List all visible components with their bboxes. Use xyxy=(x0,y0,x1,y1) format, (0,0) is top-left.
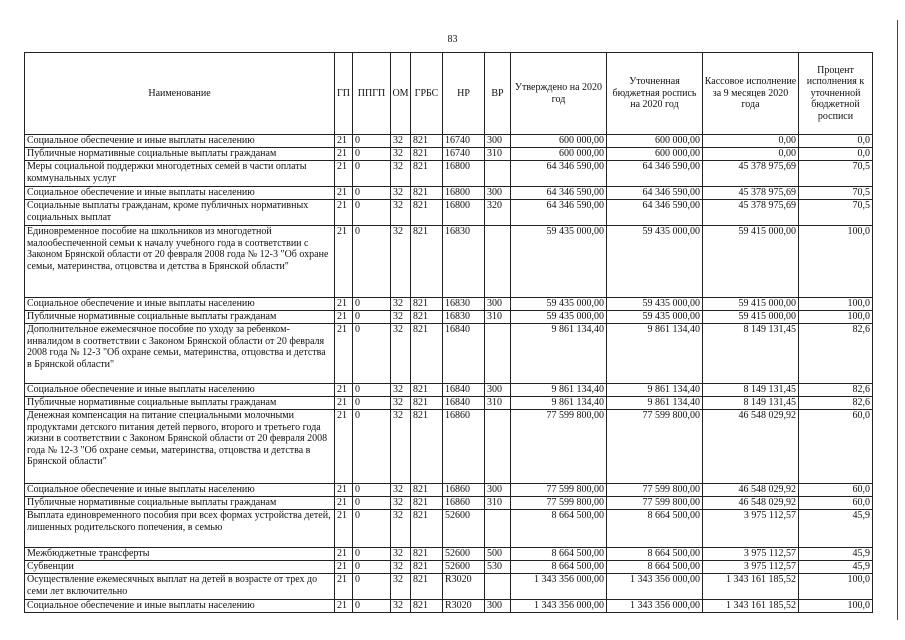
row-vr-cell xyxy=(485,161,511,187)
row-cash-cell: 8 149 131,45 xyxy=(703,384,799,397)
row-cash-cell: 1 343 161 185,52 xyxy=(703,600,799,613)
table-row xyxy=(25,484,873,497)
row-gp-cell: 21 xyxy=(335,497,353,510)
row-om-cell: 32 xyxy=(391,600,411,613)
row-om-cell: 32 xyxy=(391,135,411,148)
row-approved-cell: 64 346 590,00 xyxy=(511,200,607,226)
row-gp-cell: 21 xyxy=(335,311,353,324)
row-percent-cell: 45,9 xyxy=(799,510,873,548)
row-name-cell: Публичные нормативные социальные выплаты гражданам xyxy=(25,311,335,324)
row-om-cell: 32 xyxy=(391,148,411,161)
row-grbs-cell: 821 xyxy=(411,135,443,148)
row-refined-cell: 600 000,00 xyxy=(607,135,703,148)
header-cash: Кассовое исполнение за 9 месяцев 2020 года xyxy=(703,53,799,135)
row-gp-cell: 21 xyxy=(335,397,353,410)
row-ppgp-cell: 0 xyxy=(353,600,391,613)
row-grbs-cell: 821 xyxy=(411,311,443,324)
row-ppgp-cell: 0 xyxy=(353,384,391,397)
row-refined-cell: 600 000,00 xyxy=(607,148,703,161)
row-name-cell: Социальное обеспечение и иные выплаты населению xyxy=(25,384,335,397)
row-grbs-cell: 821 xyxy=(411,148,443,161)
row-nr-cell: R3020 xyxy=(443,574,485,600)
row-cash-cell: 45 378 975,69 xyxy=(703,187,799,200)
row-grbs-cell: 821 xyxy=(411,200,443,226)
row-percent-cell: 82,6 xyxy=(799,384,873,397)
row-grbs-cell: 821 xyxy=(411,548,443,561)
row-vr-cell xyxy=(485,226,511,298)
row-grbs-cell: 821 xyxy=(411,600,443,613)
row-cash-cell: 45 378 975,69 xyxy=(703,161,799,187)
row-refined-cell: 77 599 800,00 xyxy=(607,410,703,484)
row-ppgp-cell: 0 xyxy=(353,548,391,561)
row-nr-cell: 16840 xyxy=(443,324,485,384)
row-cash-cell: 8 149 131,45 xyxy=(703,397,799,410)
row-grbs-cell: 821 xyxy=(411,298,443,311)
row-grbs-cell: 821 xyxy=(411,384,443,397)
row-vr-cell xyxy=(485,410,511,484)
row-name-cell: Социальное обеспечение и иные выплаты населению xyxy=(25,298,335,311)
row-percent-cell: 100,0 xyxy=(799,600,873,613)
table-row xyxy=(25,161,873,187)
row-refined-cell: 1 343 356 000,00 xyxy=(607,600,703,613)
table-row xyxy=(25,548,873,561)
table-row xyxy=(25,497,873,510)
row-vr-cell: 300 xyxy=(485,384,511,397)
row-ppgp-cell: 0 xyxy=(353,187,391,200)
row-vr-cell: 300 xyxy=(485,484,511,497)
header-grbs: ГРБС xyxy=(411,53,443,135)
row-approved-cell: 8 664 500,00 xyxy=(511,510,607,548)
row-refined-cell: 8 664 500,00 xyxy=(607,510,703,548)
header-approved: Утверждено на 2020 год xyxy=(511,53,607,135)
row-nr-cell: 52600 xyxy=(443,561,485,574)
row-grbs-cell: 821 xyxy=(411,510,443,548)
row-percent-cell: 82,6 xyxy=(799,397,873,410)
row-ppgp-cell: 0 xyxy=(353,226,391,298)
row-grbs-cell: 821 xyxy=(411,397,443,410)
header-percent: Процент исполнения к уточненной бюджетной росписи xyxy=(799,53,873,135)
table-row xyxy=(25,384,873,397)
row-om-cell: 32 xyxy=(391,311,411,324)
row-vr-cell: 530 xyxy=(485,561,511,574)
row-ppgp-cell: 0 xyxy=(353,298,391,311)
row-cash-cell: 0,00 xyxy=(703,148,799,161)
row-nr-cell: 16840 xyxy=(443,397,485,410)
row-vr-cell: 310 xyxy=(485,311,511,324)
row-vr-cell: 500 xyxy=(485,548,511,561)
row-ppgp-cell: 0 xyxy=(353,324,391,384)
row-om-cell: 32 xyxy=(391,298,411,311)
table-row xyxy=(25,561,873,574)
row-refined-cell: 64 346 590,00 xyxy=(607,161,703,187)
row-approved-cell: 64 346 590,00 xyxy=(511,187,607,200)
row-name-cell: Осуществление ежемесячных выплат на детей в возрасте от трех до семи лет включительно xyxy=(25,574,335,600)
row-percent-cell: 70,5 xyxy=(799,187,873,200)
row-percent-cell: 70,5 xyxy=(799,161,873,187)
row-approved-cell: 1 343 356 000,00 xyxy=(511,600,607,613)
header-ppgp: ППГП xyxy=(353,53,391,135)
row-vr-cell: 310 xyxy=(485,497,511,510)
row-approved-cell: 9 861 134,40 xyxy=(511,324,607,384)
row-refined-cell: 77 599 800,00 xyxy=(607,497,703,510)
header-name: Наименование xyxy=(25,53,335,135)
row-om-cell: 32 xyxy=(391,484,411,497)
row-nr-cell: 16740 xyxy=(443,135,485,148)
row-percent-cell: 60,0 xyxy=(799,410,873,484)
header-gp: ГП xyxy=(335,53,353,135)
row-om-cell: 32 xyxy=(391,397,411,410)
row-name-cell: Выплата единовременного пособия при всех формах устройства детей, лишенных родительского попечения, в семью xyxy=(25,510,335,548)
row-ppgp-cell: 0 xyxy=(353,161,391,187)
table-row xyxy=(25,324,873,384)
row-name-cell: Социальное обеспечение и иные выплаты населению xyxy=(25,484,335,497)
row-nr-cell: 16800 xyxy=(443,200,485,226)
row-approved-cell: 9 861 134,40 xyxy=(511,384,607,397)
row-cash-cell: 59 415 000,00 xyxy=(703,298,799,311)
row-approved-cell: 9 861 134,40 xyxy=(511,397,607,410)
table-header-row xyxy=(25,53,873,135)
row-cash-cell: 1 343 161 185,52 xyxy=(703,574,799,600)
row-refined-cell: 59 435 000,00 xyxy=(607,226,703,298)
row-gp-cell: 21 xyxy=(335,410,353,484)
row-refined-cell: 9 861 134,40 xyxy=(607,324,703,384)
row-percent-cell: 45,9 xyxy=(799,561,873,574)
row-om-cell: 32 xyxy=(391,161,411,187)
row-vr-cell xyxy=(485,324,511,384)
row-cash-cell: 46 548 029,92 xyxy=(703,484,799,497)
row-vr-cell xyxy=(485,510,511,548)
row-ppgp-cell: 0 xyxy=(353,311,391,324)
row-ppgp-cell: 0 xyxy=(353,200,391,226)
row-approved-cell: 59 435 000,00 xyxy=(511,311,607,324)
row-name-cell: Публичные нормативные социальные выплаты гражданам xyxy=(25,397,335,410)
row-om-cell: 32 xyxy=(391,324,411,384)
row-nr-cell: 16740 xyxy=(443,148,485,161)
row-gp-cell: 21 xyxy=(335,574,353,600)
row-name-cell: Единовременное пособие на школьников из многодетной малообеспеченной семьи к началу учебного года в соответствии с Законом Брянской области от 20 февраля 2008 года № 12-3 "Об охране семьи, материнства, отцовства и детства в Брянской области" xyxy=(25,226,335,298)
right-edge-rule xyxy=(897,20,898,620)
row-name-cell: Денежная компенсация на питание специальными молочными продуктами детского питания детей первого, второго и третьего года жизни в соответствии с Законом Брянской области от 20 февраля 2008 года № 12-3 "Об охране семьи, материнства, отцовства и детства в Брянской области" xyxy=(25,410,335,484)
row-refined-cell: 59 435 000,00 xyxy=(607,298,703,311)
row-refined-cell: 8 664 500,00 xyxy=(607,561,703,574)
row-ppgp-cell: 0 xyxy=(353,148,391,161)
row-vr-cell xyxy=(485,574,511,600)
row-om-cell: 32 xyxy=(391,574,411,600)
row-grbs-cell: 821 xyxy=(411,561,443,574)
row-gp-cell: 21 xyxy=(335,561,353,574)
table-row xyxy=(25,574,873,600)
header-nr: НР xyxy=(443,53,485,135)
row-nr-cell: 16800 xyxy=(443,161,485,187)
row-ppgp-cell: 0 xyxy=(353,135,391,148)
table-row xyxy=(25,298,873,311)
table-row xyxy=(25,410,873,484)
row-om-cell: 32 xyxy=(391,226,411,298)
row-om-cell: 32 xyxy=(391,410,411,484)
row-name-cell: Социальные выплаты гражданам, кроме публичных нормативных социальных выплат xyxy=(25,200,335,226)
row-nr-cell: 16860 xyxy=(443,497,485,510)
row-grbs-cell: 821 xyxy=(411,187,443,200)
row-nr-cell: 16860 xyxy=(443,410,485,484)
row-percent-cell: 60,0 xyxy=(799,497,873,510)
row-nr-cell: 16840 xyxy=(443,384,485,397)
row-nr-cell: 16860 xyxy=(443,484,485,497)
row-cash-cell: 46 548 029,92 xyxy=(703,410,799,484)
row-grbs-cell: 821 xyxy=(411,161,443,187)
row-percent-cell: 45,9 xyxy=(799,548,873,561)
row-percent-cell: 0,0 xyxy=(799,135,873,148)
row-vr-cell: 300 xyxy=(485,135,511,148)
row-gp-cell: 21 xyxy=(335,148,353,161)
row-name-cell: Социальное обеспечение и иные выплаты населению xyxy=(25,135,335,148)
row-grbs-cell: 821 xyxy=(411,324,443,384)
row-grbs-cell: 821 xyxy=(411,574,443,600)
row-vr-cell: 300 xyxy=(485,187,511,200)
row-approved-cell: 600 000,00 xyxy=(511,135,607,148)
row-approved-cell: 8 664 500,00 xyxy=(511,561,607,574)
row-ppgp-cell: 0 xyxy=(353,510,391,548)
row-vr-cell: 300 xyxy=(485,600,511,613)
row-approved-cell: 59 435 000,00 xyxy=(511,298,607,311)
row-percent-cell: 0,0 xyxy=(799,148,873,161)
row-percent-cell: 100,0 xyxy=(799,574,873,600)
table-row xyxy=(25,397,873,410)
row-approved-cell: 64 346 590,00 xyxy=(511,161,607,187)
row-ppgp-cell: 0 xyxy=(353,484,391,497)
row-refined-cell: 9 861 134,40 xyxy=(607,397,703,410)
row-gp-cell: 21 xyxy=(335,324,353,384)
table-row xyxy=(25,311,873,324)
row-approved-cell: 59 435 000,00 xyxy=(511,226,607,298)
row-percent-cell: 100,0 xyxy=(799,311,873,324)
row-grbs-cell: 821 xyxy=(411,226,443,298)
row-nr-cell: 16830 xyxy=(443,311,485,324)
row-cash-cell: 3 975 112,57 xyxy=(703,548,799,561)
row-approved-cell: 77 599 800,00 xyxy=(511,410,607,484)
row-gp-cell: 21 xyxy=(335,226,353,298)
row-cash-cell: 46 548 029,92 xyxy=(703,497,799,510)
row-percent-cell: 70,5 xyxy=(799,200,873,226)
row-vr-cell: 300 xyxy=(485,298,511,311)
row-percent-cell: 60,0 xyxy=(799,484,873,497)
row-vr-cell: 310 xyxy=(485,148,511,161)
row-refined-cell: 64 346 590,00 xyxy=(607,187,703,200)
row-name-cell: Межбюджетные трансферты xyxy=(25,548,335,561)
row-cash-cell: 59 415 000,00 xyxy=(703,226,799,298)
table-row xyxy=(25,600,873,613)
row-ppgp-cell: 0 xyxy=(353,497,391,510)
row-name-cell: Меры социальной поддержки многодетных семей в части оплаты коммунальных услуг xyxy=(25,161,335,187)
row-gp-cell: 21 xyxy=(335,200,353,226)
table-row xyxy=(25,148,873,161)
row-cash-cell: 0,00 xyxy=(703,135,799,148)
row-refined-cell: 77 599 800,00 xyxy=(607,484,703,497)
row-percent-cell: 100,0 xyxy=(799,298,873,311)
row-cash-cell: 45 378 975,69 xyxy=(703,200,799,226)
row-nr-cell: 16800 xyxy=(443,187,485,200)
row-ppgp-cell: 0 xyxy=(353,410,391,484)
row-cash-cell: 59 415 000,00 xyxy=(703,311,799,324)
row-ppgp-cell: 0 xyxy=(353,561,391,574)
row-om-cell: 32 xyxy=(391,510,411,548)
row-refined-cell: 9 861 134,40 xyxy=(607,384,703,397)
table-row xyxy=(25,226,873,298)
table-row xyxy=(25,187,873,200)
row-vr-cell: 320 xyxy=(485,200,511,226)
row-percent-cell: 100,0 xyxy=(799,226,873,298)
row-grbs-cell: 821 xyxy=(411,497,443,510)
header-vr: ВР xyxy=(485,53,511,135)
row-gp-cell: 21 xyxy=(335,484,353,497)
row-name-cell: Публичные нормативные социальные выплаты гражданам xyxy=(25,148,335,161)
row-nr-cell: 52600 xyxy=(443,510,485,548)
row-cash-cell: 3 975 112,57 xyxy=(703,561,799,574)
row-om-cell: 32 xyxy=(391,384,411,397)
row-gp-cell: 21 xyxy=(335,135,353,148)
table-row xyxy=(25,135,873,148)
row-gp-cell: 21 xyxy=(335,187,353,200)
row-cash-cell: 8 149 131,45 xyxy=(703,324,799,384)
row-name-cell: Социальное обеспечение и иные выплаты населению xyxy=(25,600,335,613)
row-nr-cell: 16830 xyxy=(443,298,485,311)
row-om-cell: 32 xyxy=(391,187,411,200)
row-percent-cell: 82,6 xyxy=(799,324,873,384)
row-gp-cell: 21 xyxy=(335,510,353,548)
row-gp-cell: 21 xyxy=(335,384,353,397)
row-gp-cell: 21 xyxy=(335,298,353,311)
row-name-cell: Публичные нормативные социальные выплаты гражданам xyxy=(25,497,335,510)
row-grbs-cell: 821 xyxy=(411,484,443,497)
row-refined-cell: 1 343 356 000,00 xyxy=(607,574,703,600)
header-om: ОМ xyxy=(391,53,411,135)
row-refined-cell: 59 435 000,00 xyxy=(607,311,703,324)
row-refined-cell: 64 346 590,00 xyxy=(607,200,703,226)
row-gp-cell: 21 xyxy=(335,548,353,561)
row-refined-cell: 8 664 500,00 xyxy=(607,548,703,561)
row-cash-cell: 3 975 112,57 xyxy=(703,510,799,548)
row-grbs-cell: 821 xyxy=(411,410,443,484)
table-row xyxy=(25,200,873,226)
row-nr-cell: 52600 xyxy=(443,548,485,561)
header-refined: Уточненная бюджетная роспись на 2020 год xyxy=(607,53,703,135)
row-approved-cell: 77 599 800,00 xyxy=(511,484,607,497)
row-approved-cell: 8 664 500,00 xyxy=(511,548,607,561)
row-om-cell: 32 xyxy=(391,200,411,226)
row-ppgp-cell: 0 xyxy=(353,574,391,600)
page-number: 83 xyxy=(447,34,458,45)
row-gp-cell: 21 xyxy=(335,161,353,187)
row-vr-cell: 310 xyxy=(485,397,511,410)
row-nr-cell: R3020 xyxy=(443,600,485,613)
row-name-cell: Субвенции xyxy=(25,561,335,574)
row-om-cell: 32 xyxy=(391,548,411,561)
row-approved-cell: 600 000,00 xyxy=(511,148,607,161)
row-name-cell: Дополнительное ежемесячное пособие по уходу за ребенком-инвалидом в соответствии с Законом Брянской области от 20 февраля 2008 года № 12-3 "Об охране семьи, материнства, отцовства и детства в Брянской области" xyxy=(25,324,335,384)
budget-table xyxy=(24,52,873,613)
row-om-cell: 32 xyxy=(391,497,411,510)
row-approved-cell: 77 599 800,00 xyxy=(511,497,607,510)
row-nr-cell: 16830 xyxy=(443,226,485,298)
row-om-cell: 32 xyxy=(391,561,411,574)
row-approved-cell: 1 343 356 000,00 xyxy=(511,574,607,600)
row-gp-cell: 21 xyxy=(335,600,353,613)
row-ppgp-cell: 0 xyxy=(353,397,391,410)
row-name-cell: Социальное обеспечение и иные выплаты населению xyxy=(25,187,335,200)
table-row xyxy=(25,510,873,548)
